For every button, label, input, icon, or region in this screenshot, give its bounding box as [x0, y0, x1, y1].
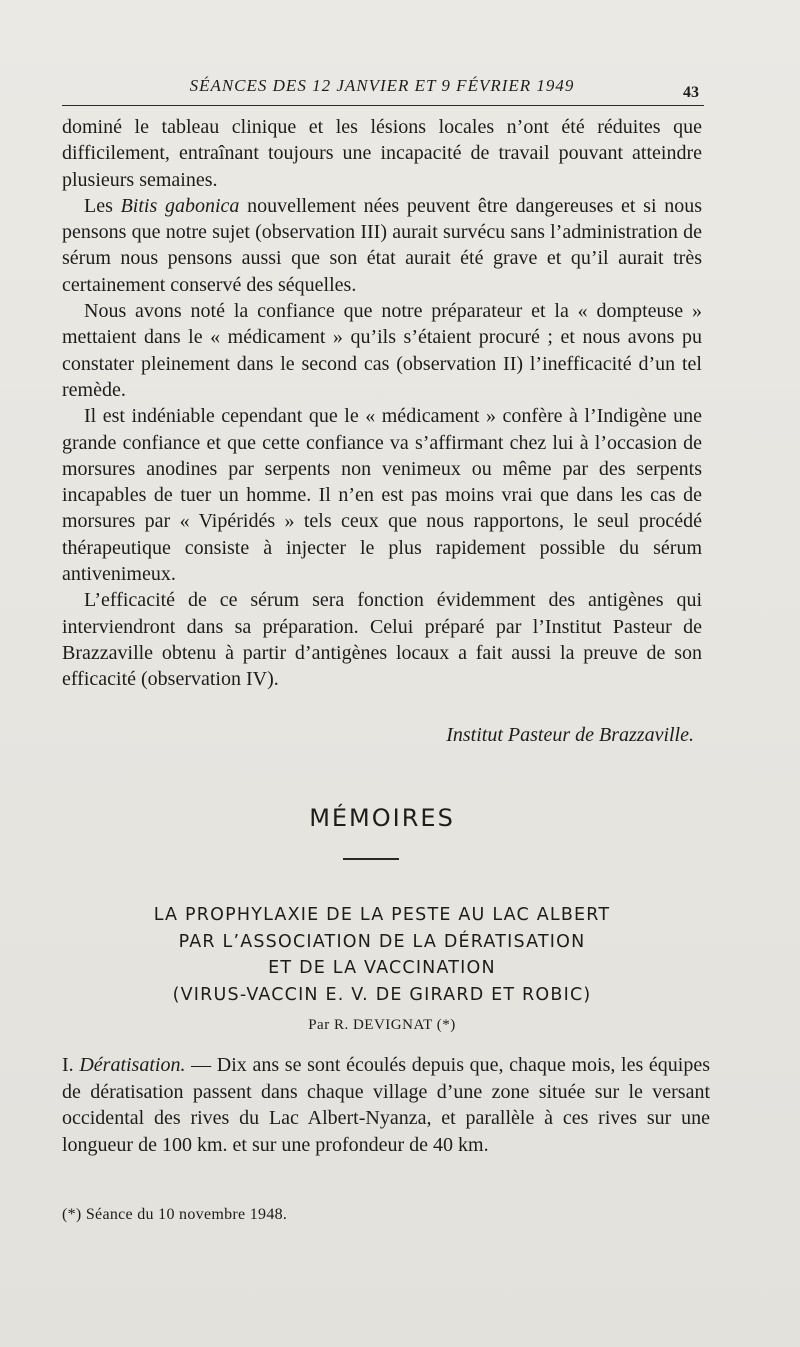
- paragraph-4: Il est indéniable cependant que le « médicament » confère à l’Indigène une grande confiance et que cette confiance va s’affirmant chez lui à l’occasion de morsures anodines par serpents non venimeux ou même par des serpents incapables de tuer un homme. Il n’en est pas moins vrai que dans les cas de morsures par « Vipéridés » tels ceux que nous rapportons, le seul procédé thérapeutique consiste à injecter le plus rapidement possible du sérum antivenimeux.: [62, 405, 702, 586]
- article-title: [62, 902, 702, 1008]
- article-paragraph-1: [62, 1052, 710, 1158]
- article-title-line: LA PROPHYLAXIE DE LA PESTE AU LAC ALBERT: [153, 905, 611, 925]
- previous-article-text: [62, 114, 702, 693]
- article-title-line: PAR L’ASSOCIATION DE LA DÉRATISATION: [178, 931, 586, 952]
- article-title-line: ET DE LA VACCINATION: [268, 958, 496, 978]
- article-body: [62, 1052, 710, 1158]
- section-heading: Dératisation.: [79, 1054, 186, 1076]
- footnote: (*) Séance du 10 novembre 1948.: [62, 1206, 288, 1223]
- section-number: I.: [62, 1054, 74, 1076]
- article-paragraph-text: — Dix ans se sont écoulés depuis que, chaque mois, les équipes de dératisation passent dans chaque village d’une zone située sur le versant occidental des rives du Lac Albert-Nyanza, et parallèle à ces rives sur une longueur de 100 km. et sur une profondeur de 40 km.: [62, 1054, 711, 1156]
- section-rule: [343, 858, 399, 860]
- page-number: 43: [683, 84, 699, 101]
- author-byline: Par R. DEVIGNAT (*): [308, 1017, 456, 1033]
- article-title-line: (VIRUS-VACCIN E. V. DE GIRARD ET ROBIC): [172, 984, 592, 1005]
- paragraph-5: L’efficacité de ce sérum sera fonction évidemment des antigènes qui interviendront dans sa préparation. Celui préparé par l’Institut Pasteur de Brazzaville obtenu à partir d’antigènes locaux a fait aussi la preuve de son efficacité (observation IV).: [62, 589, 702, 691]
- section-title: MÉMOIRES: [309, 804, 455, 832]
- paragraph-2-lead: Les: [84, 194, 113, 217]
- institution-signature: Institut Pasteur de Brazzaville.: [446, 724, 694, 746]
- paragraph-1: dominé le tableau clinique et les lésions locales n’ont été réduites que difficilement, entraînant toujours une incapacité de travail pouvant atteindre plusieurs semaines.: [62, 116, 702, 191]
- running-head: SÉANCES DES 12 JANVIER ET 9 FÉVRIER 1949: [189, 76, 575, 95]
- species-name: Bitis gabonica: [120, 194, 240, 217]
- paragraph-2-body: nouvellement nées peuvent être dangereuses et si nous pensons que notre sujet (observation III) aurait survécu sans l’administration de sérum nous pensons aussi que son état aurait été grave et qu’il aurait très certainement conservé des séquelles.: [62, 194, 702, 296]
- paragraph-2: [62, 193, 702, 298]
- header-rule: [62, 105, 704, 106]
- paragraph-3: Nous avons noté la confiance que notre préparateur et la « dompteuse » mettaient dans le « médicament » qu’ils s’étaient procuré ; et nous avons pu constater pleinement dans le second cas (observation II) l’inefficacité d’un tel remède.: [62, 300, 702, 401]
